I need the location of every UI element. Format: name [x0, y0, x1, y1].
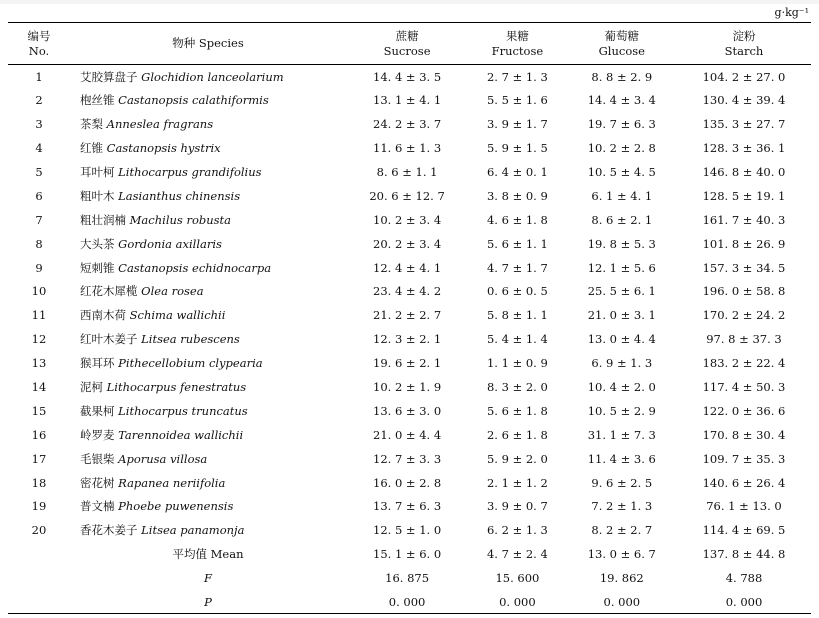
- sucrose-value: 13. 1 ± 4. 1: [373, 93, 442, 108]
- species-cell: [70, 303, 346, 327]
- species-cell: [70, 160, 346, 184]
- header-starch: 淀粉 Starch: [677, 23, 811, 65]
- sucrose-value: 21. 0 ± 4. 4: [373, 427, 442, 442]
- glucose-value: 10. 5 ± 4. 5: [587, 165, 656, 179]
- fructose-value: 1. 1 ± 0. 9: [486, 356, 548, 371]
- starch-value: 122. 0 ± 36. 6: [702, 403, 786, 418]
- glucose-value: 14. 4 ± 3. 4: [587, 93, 656, 108]
- summary-row: [8, 590, 811, 614]
- sucrose-value: 13. 6 ± 3. 0: [373, 403, 442, 418]
- sucrose-value: 23. 4 ± 4. 2: [373, 284, 442, 299]
- starch-value: 128. 5 ± 19. 1: [702, 188, 786, 203]
- starch-value: 97. 8 ± 37. 3: [706, 332, 782, 347]
- species-cell: [70, 495, 346, 519]
- fructose-value: 3. 9 ± 1. 7: [486, 117, 548, 132]
- table-row: [8, 232, 811, 256]
- summary-label: P: [70, 590, 346, 614]
- species-chinese-name: 枹丝锥: [80, 93, 115, 108]
- starch-value: 104. 2 ± 27. 0: [702, 69, 786, 84]
- species-latin-name: Schima wallichii: [129, 308, 226, 323]
- table-row: [8, 423, 811, 447]
- starch-value: 101. 8 ± 26. 9: [702, 236, 786, 251]
- species-cell: [70, 423, 346, 447]
- table-row: [8, 399, 811, 423]
- species-chinese-name: 截果柯: [80, 403, 115, 418]
- row-number: 12: [31, 332, 47, 347]
- species-latin-name: Gordonia axillaris: [118, 236, 222, 251]
- glucose-value: 7. 2 ± 1. 3: [591, 499, 653, 514]
- glucose-value: 31. 1 ± 7. 3: [587, 427, 656, 442]
- glucose-value: 12. 1 ± 5. 6: [587, 260, 656, 275]
- fructose-value: 5. 5 ± 1. 6: [486, 93, 548, 108]
- species-chinese-name: 粗壮润楠: [80, 212, 126, 227]
- row-number: 15: [31, 403, 47, 418]
- summary-label: F: [204, 571, 212, 586]
- table-row: [8, 136, 811, 160]
- row-number: 8: [35, 236, 43, 251]
- sucrose-value: 8. 6 ± 1. 1: [376, 165, 438, 179]
- sucrose-value: 10. 2 ± 1. 9: [373, 380, 442, 395]
- header-no: 编号 No.: [8, 23, 70, 65]
- species-chinese-name: 西南木荷: [80, 308, 126, 323]
- species-cell: [70, 88, 346, 112]
- row-number: 4: [35, 141, 43, 156]
- glucose-value: 9. 6 ± 2. 5: [591, 475, 653, 490]
- species-chinese-name: 猴耳环: [80, 356, 115, 371]
- sucrose-value: 20. 6 ± 12. 7: [369, 188, 445, 203]
- sucrose-value: 12. 5 ± 1. 0: [373, 523, 442, 538]
- glucose-value: 21. 0 ± 3. 1: [587, 308, 656, 323]
- data-table: [8, 22, 811, 614]
- table-row: [8, 88, 811, 112]
- species-latin-name: Glochidion lanceolarium: [141, 69, 284, 84]
- fructose-value: 2. 6 ± 1. 8: [486, 427, 548, 442]
- species-latin-name: Tarennoidea wallichii: [118, 427, 244, 442]
- sucrose-value: 10. 2 ± 3. 4: [373, 212, 442, 227]
- species-cell: [70, 399, 346, 423]
- fructose-value: 6. 4 ± 0. 1: [486, 165, 548, 179]
- fructose-value: 5. 6 ± 1. 8: [486, 403, 548, 418]
- row-number: 14: [31, 380, 47, 395]
- row-number: 16: [31, 427, 47, 442]
- row-number: 10: [31, 284, 47, 299]
- species-cell: [70, 327, 346, 351]
- species-latin-name: Lithocarpus truncatus: [118, 403, 248, 418]
- fructose-value: 4. 7 ± 1. 7: [486, 260, 548, 275]
- summary-label: 平均值 Mean: [172, 547, 244, 562]
- species-latin-name: Castanopsis echidnocarpa: [118, 260, 272, 275]
- row-number: 13: [31, 356, 47, 371]
- sucrose-value: 12. 3 ± 2. 1: [373, 332, 442, 347]
- table-row: [8, 184, 811, 208]
- species-chinese-name: 艾胶算盘子: [80, 69, 138, 84]
- glucose-value: 11. 4 ± 3. 6: [587, 451, 656, 466]
- table-row: [8, 112, 811, 136]
- species-cell: [70, 184, 346, 208]
- glucose-value: 8. 2 ± 2. 7: [591, 523, 653, 538]
- summary-sucrose-value: 0. 000: [346, 590, 468, 614]
- summary-glucose-value: 13. 0 ± 6. 7: [587, 547, 656, 562]
- fructose-value: 5. 6 ± 1. 1: [486, 236, 548, 251]
- species-latin-name: Lithocarpus fenestratus: [106, 380, 247, 395]
- species-chinese-name: 耳叶柯: [80, 165, 115, 179]
- glucose-value: 8. 6 ± 2. 1: [591, 212, 653, 227]
- starch-value: 109. 7 ± 35. 3: [702, 451, 786, 466]
- starch-value: 161. 7 ± 40. 3: [702, 212, 786, 227]
- row-number: 6: [35, 188, 43, 203]
- table-row: [8, 160, 811, 184]
- species-cell: [70, 232, 346, 256]
- glucose-value: 10. 4 ± 2. 0: [587, 380, 656, 395]
- table-row: [8, 208, 811, 232]
- species-cell: [70, 518, 346, 542]
- species-cell: [70, 208, 346, 232]
- fructose-value: 0. 6 ± 0. 5: [486, 284, 548, 299]
- summary-starch-value: 137. 8 ± 44. 8: [702, 547, 786, 562]
- species-latin-name: Olea rosea: [141, 284, 204, 299]
- row-number: 18: [31, 475, 47, 490]
- glucose-value: 6. 1 ± 4. 1: [591, 188, 653, 203]
- table-row: [8, 351, 811, 375]
- summary-spacer: [8, 542, 70, 566]
- species-chinese-name: 密花树: [80, 475, 115, 490]
- row-number: 7: [35, 212, 43, 227]
- sucrose-value: 12. 7 ± 3. 3: [373, 451, 442, 466]
- summary-glucose-value: 19. 862: [599, 571, 644, 586]
- sucrose-value: 13. 7 ± 6. 3: [373, 499, 442, 514]
- species-chinese-name: 泥柯: [80, 380, 103, 395]
- species-chinese-name: 粗叶木: [80, 188, 115, 203]
- species-latin-name: Aporusa villosa: [118, 451, 208, 466]
- species-latin-name: Pithecellobium clypearia: [118, 356, 263, 371]
- row-number: 11: [31, 308, 47, 323]
- header-species: 物种 Species: [70, 23, 346, 65]
- table-row: [8, 495, 811, 519]
- starch-value: 157. 3 ± 34. 5: [702, 260, 786, 275]
- header-sucrose: 蔗糖 Sucrose: [346, 23, 468, 65]
- glucose-value: 10. 5 ± 2. 9: [587, 403, 656, 418]
- species-chinese-name: 普文楠: [80, 499, 115, 514]
- species-cell: [70, 351, 346, 375]
- species-latin-name: Litsea rubescens: [141, 332, 240, 347]
- species-cell: [70, 112, 346, 136]
- table-row: [8, 375, 811, 399]
- starch-value: 76. 1 ± 13. 0: [706, 499, 782, 514]
- table-row: [8, 65, 811, 89]
- starch-value: 140. 6 ± 26. 4: [702, 475, 786, 490]
- unit-label: g·kg⁻¹: [774, 6, 809, 19]
- fructose-value: 2. 7 ± 1. 3: [486, 69, 548, 84]
- species-latin-name: Machilus robusta: [129, 212, 232, 227]
- sucrose-value: 12. 4 ± 4. 1: [373, 260, 442, 275]
- species-chinese-name: 香花木姜子: [80, 523, 138, 538]
- summary-fructose-value: 4. 7 ± 2. 4: [486, 547, 548, 562]
- fructose-value: 6. 2 ± 1. 3: [486, 523, 548, 538]
- species-latin-name: Rapanea neriifolia: [118, 475, 226, 490]
- row-number: 5: [35, 165, 43, 179]
- species-latin-name: Castanopsis hystrix: [106, 141, 221, 156]
- summary-fructose-value: 0. 000: [468, 590, 566, 614]
- summary-spacer: [8, 566, 70, 590]
- species-latin-name: Lasianthus chinensis: [118, 188, 241, 203]
- starch-value: 130. 4 ± 39. 4: [702, 93, 786, 108]
- table-row: [8, 327, 811, 351]
- species-cell: [70, 136, 346, 160]
- fructose-value: 4. 6 ± 1. 8: [486, 212, 548, 227]
- starch-value: 183. 2 ± 22. 4: [702, 356, 786, 371]
- top-rule: [0, 0, 819, 4]
- sucrose-value: 24. 2 ± 3. 7: [373, 117, 442, 132]
- fructose-value: 5. 8 ± 1. 1: [486, 308, 548, 323]
- table-row: [8, 303, 811, 327]
- glucose-value: 25. 5 ± 6. 1: [587, 284, 656, 299]
- glucose-value: 19. 7 ± 6. 3: [587, 117, 656, 132]
- sucrose-value: 11. 6 ± 1. 3: [373, 141, 442, 156]
- header-row: [8, 23, 811, 65]
- species-cell: [70, 65, 346, 89]
- header-fructose: 果糖 Fructose: [468, 23, 566, 65]
- glucose-value: 8. 8 ± 2. 9: [591, 69, 653, 84]
- species-chinese-name: 毛银柴: [80, 451, 115, 466]
- species-latin-name: Litsea panamonja: [141, 523, 245, 538]
- table-row: [8, 256, 811, 280]
- starch-value: 170. 8 ± 30. 4: [702, 427, 786, 442]
- summary-starch-value: 0. 000: [677, 590, 811, 614]
- species-cell: [70, 447, 346, 471]
- species-cell: [70, 471, 346, 495]
- species-chinese-name: 大头茶: [80, 236, 115, 251]
- row-number: 2: [35, 93, 43, 108]
- fructose-value: 3. 9 ± 0. 7: [486, 499, 548, 514]
- species-chinese-name: 红锥: [80, 141, 103, 156]
- row-number: 3: [35, 117, 43, 132]
- row-number: 17: [31, 451, 47, 466]
- table-body: [8, 65, 811, 614]
- starch-value: 170. 2 ± 24. 2: [702, 308, 786, 323]
- sucrose-value: 14. 4 ± 3. 5: [373, 69, 442, 84]
- row-number: 1: [35, 69, 43, 84]
- starch-value: 146. 8 ± 40. 0: [702, 165, 786, 179]
- table-row: [8, 518, 811, 542]
- starch-value: 196. 0 ± 58. 8: [702, 284, 786, 299]
- species-cell: [70, 280, 346, 304]
- species-latin-name: Anneslea fragrans: [106, 117, 214, 132]
- sucrose-value: 21. 2 ± 2. 7: [373, 308, 442, 323]
- starch-value: 135. 3 ± 27. 7: [702, 117, 786, 132]
- glucose-value: 10. 2 ± 2. 8: [587, 141, 656, 156]
- glucose-value: 19. 8 ± 5. 3: [587, 236, 656, 251]
- fructose-value: 2. 1 ± 1. 2: [486, 475, 548, 490]
- starch-value: 117. 4 ± 50. 3: [702, 380, 786, 395]
- species-latin-name: Lithocarpus grandifolius: [118, 165, 262, 179]
- species-chinese-name: 短刺锥: [80, 260, 115, 275]
- row-number: 9: [35, 260, 43, 275]
- sucrose-value: 19. 6 ± 2. 1: [373, 356, 442, 371]
- header-glucose: 葡萄糖 Glucose: [567, 23, 677, 65]
- table-row: [8, 280, 811, 304]
- fructose-value: 5. 9 ± 1. 5: [486, 141, 548, 156]
- species-cell: [70, 375, 346, 399]
- row-number: 19: [31, 499, 47, 514]
- sucrose-value: 20. 2 ± 3. 4: [373, 236, 442, 251]
- fructose-value: 3. 8 ± 0. 9: [486, 188, 548, 203]
- summary-starch-value: 4. 788: [725, 571, 763, 586]
- row-number: 20: [31, 523, 47, 538]
- summary-row: [8, 542, 811, 566]
- glucose-value: 6. 9 ± 1. 3: [591, 356, 653, 371]
- summary-fructose-value: 15. 600: [495, 571, 540, 586]
- starch-value: 114. 4 ± 69. 5: [702, 523, 786, 538]
- fructose-value: 5. 9 ± 2. 0: [486, 451, 548, 466]
- species-chinese-name: 红花木犀榄: [80, 284, 138, 299]
- table-row: [8, 447, 811, 471]
- summary-sucrose-value: 16. 875: [385, 571, 430, 586]
- species-chinese-name: 茶梨: [80, 117, 103, 132]
- table-row: [8, 471, 811, 495]
- summary-row: [8, 566, 811, 590]
- summary-spacer: [8, 590, 70, 614]
- species-latin-name: Castanopsis calathiformis: [118, 93, 269, 108]
- species-chinese-name: 岭罗麦: [80, 427, 115, 442]
- starch-value: 128. 3 ± 36. 1: [702, 141, 786, 156]
- fructose-value: 5. 4 ± 1. 4: [486, 332, 548, 347]
- species-cell: [70, 256, 346, 280]
- summary-sucrose-value: 15. 1 ± 6. 0: [373, 547, 442, 562]
- sucrose-value: 16. 0 ± 2. 8: [373, 475, 442, 490]
- species-latin-name: Phoebe puwenensis: [118, 499, 234, 514]
- fructose-value: 8. 3 ± 2. 0: [486, 380, 548, 395]
- summary-glucose-value: 0. 000: [567, 590, 677, 614]
- species-chinese-name: 红叶木姜子: [80, 332, 138, 347]
- glucose-value: 13. 0 ± 4. 4: [587, 332, 656, 347]
